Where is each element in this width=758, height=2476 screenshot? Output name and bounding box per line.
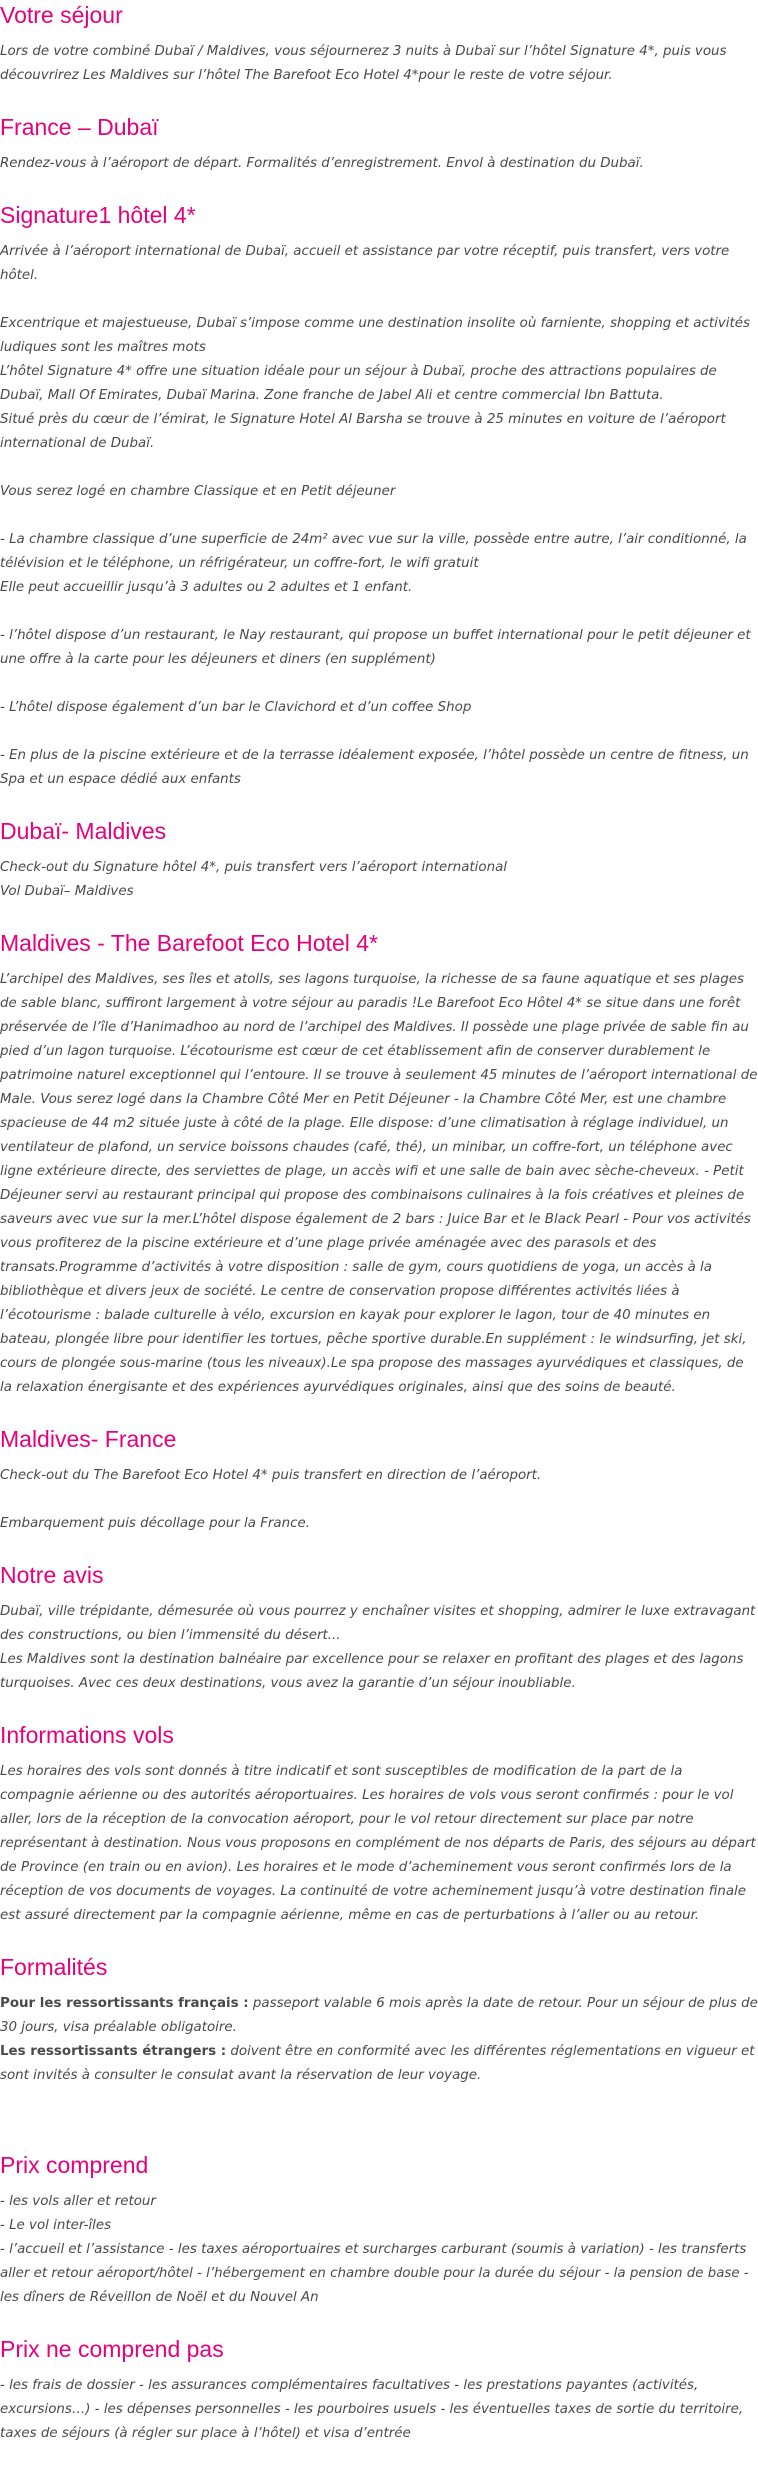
section-title: Votre séjour [0, 2, 123, 28]
section-dubai-maldives [0, 816, 758, 904]
section-title: Maldives- France [0, 1426, 177, 1452]
section-votre-sejour [0, 0, 758, 88]
section-title: Prix comprend [0, 2152, 149, 2178]
list-item: - l’accueil et l’assistance - les taxes aéroportuaires et surcharges carburant (soumis à variation) - les transferts aller et retour aéroport/hôtel - l’hébergement en chambre double pour la durée du séjour - la pension de base - les dîners de Réveillon de Noël et du Nouvel An [0, 2242, 749, 2305]
section-formalites [0, 1952, 758, 2088]
paragraph: Excentrique et majestueuse, Dubaï s’impose comme une destination insolite où farniente, shopping et activités ludiques sont les maîtres mots [0, 316, 750, 355]
paragraph: - l’hôtel dispose d’un restaurant, le Nay restaurant, qui propose un buffet international pour le petit déjeuner et une offre à la carte pour les déjeuners et diners (en supplément) [0, 628, 751, 667]
paragraph: - En plus de la piscine extérieure et de la terrasse idéalement exposée, l’hôtel possède un centre de fitness, un Spa et un espace dédié aux enfants [0, 748, 749, 787]
label-foreign-nationals: Les ressortissants étrangers : [0, 2044, 227, 2059]
text-foreign-nationals: doivent être en conformité avec les différentes réglementations en vigueur et sont invités à consulter le consulat avant la réservation de leur voyage. [0, 2044, 755, 2083]
list-item: - Le vol inter-îles [0, 2218, 112, 2233]
section-title: Dubaï- Maldives [0, 818, 167, 844]
section-maldives-france [0, 1424, 758, 1536]
section-barefoot-hotel [0, 928, 758, 1400]
section-notre-avis [0, 1560, 758, 1696]
paragraph-french-nationals [0, 1992, 758, 2040]
paragraph: Vol Dubaï– Maldives [0, 884, 134, 899]
section-text: Lors de votre combiné Dubaï / Maldives, vous séjournerez 3 nuits à Dubaï sur l’hôtel Signature 4*, puis vous découvrirez Les Maldives sur l’hôtel The Barefoot Eco Hotel 4*pour le reste de votre séjour. [0, 44, 727, 83]
text-french-nationals: passeport valable 6 mois après la date de retour. Pour un séjour de plus de 30 jours, visa préalable obligatoire. [0, 1996, 758, 2035]
list-item: - les vols aller et retour [0, 2194, 156, 2209]
paragraph: L’hôtel Signature 4* offre une situation idéale pour un séjour à Dubaï, proche des attractions populaires de Dubaï, Mall Of Emirates, Dubaï Marina. Zone franche de Jabel Ali et centre commercial Ibn Battuta. [0, 364, 717, 403]
paragraph: Arrivée à l’aéroport international de Dubaï, accueil et assistance par votre réceptif, puis transfert, vers votre hôtel. [0, 244, 730, 283]
section-title: Formalités [0, 1954, 108, 1980]
section-title: Maldives - The Barefoot Eco Hotel 4* [0, 930, 378, 956]
paragraph: Check-out du The Barefoot Eco Hotel 4* puis transfert en direction de l’aéroport. [0, 1468, 542, 1483]
section-text: Rendez-vous à l’aéroport de départ. Formalités d’enregistrement. Envol à destination du Dubaï. [0, 156, 644, 171]
label-french-nationals: Pour les ressortissants français : [0, 1996, 249, 2011]
section-france-dubai [0, 112, 758, 176]
section-title: France – Dubaï [0, 114, 159, 140]
paragraph: Les Maldives sont la destination balnéaire par excellence pour se relaxer en profitant des plages et des lagons turquoises. Avec ces deux destinations, vous avez la garantie d’un séjour inoubliable. [0, 1652, 744, 1691]
section-text: L’archipel des Maldives, ses îles et atolls, ses lagons turquoise, la richesse de sa faune aquatique et ses plages de sable blanc, suffiront largement à votre séjour au paradis !Le Barefoot Eco Hôtel 4* se situe dans une forêt préservée de l’île d’Hanimadhoo au nord de l’archipel des Maldives. Il possède une plage privée de sable fin au pied d’un lagon turquoise. L’écotourisme est cœur de cet établissement afin de conserver durablement le patrimoine naturel exceptionnel qui l’entoure. Il se trouve à seulement 45 minutes de l’aéroport international de Male. Vous serez logé dans la Chambre Côté Mer en Petit Déjeuner - la Chambre Côté Mer, est une chambre spacieuse de 44 m2 située juste à côté de la plage. Elle dispose: d’une climatisation à réglage individuel, un ventilateur de plafond, un service boissons chaudes (café, thé), un minibar, un coffre-fort, un téléphone avec ligne extérieure directe, des serviettes de plage, un accès wifi et une salle de bain avec sèche-cheveux. - Petit Déjeuner servi au restaurant principal qui propose des combinaisons culinaires à la fois créatives et pleines de saveurs avec vue sur la mer.L’hôtel dispose également de 2 bars : Juice Bar et le Black Pearl - Pour vos activités vous profiterez de la piscine extérieure et d’une plage privée aménagée avec des parasols et des transats.Programme d’activités à votre disposition : salle de gym, cours quotidiens de yoga, un accès à la bibliothèque et divers jeux de société. Le centre de conservation propose différentes activités liées à l’écotourisme : balade culturelle à vélo, excursion en kayak pour explorer le lagon, tour de 40 minutes en bateau, plongée libre pour identifier les tortues, pêche sportive durable.En supplément : le windsurfing, jet ski, cours de plongée sous-marine (tous les niveaux).Le spa propose des massages ayurvédiques et classiques, de la relaxation énergisante et des expériences ayurvédiques originales, ainsi que des soins de beauté. [0, 972, 758, 1395]
section-title: Signature1 hôtel 4* [0, 202, 196, 228]
section-signature-hotel [0, 200, 758, 792]
paragraph: Dubaï, ville trépidante, démesurée où vous pourrez y enchaîner visites et shopping, admirer le luxe extravagant des constructions, ou bien l’immensité du désert... [0, 1604, 756, 1643]
paragraph: - La chambre classique d’une superficie de 24m² avec vue sur la ville, possède entre autre, l’air conditionné, la télévision et le téléphone, un réfrigérateur, un coffre-fort, le wifi gratuit [0, 532, 747, 571]
paragraph: Situé près du cœur de l’émirat, le Signature Hotel Al Barsha se trouve à 25 minutes en voiture de l’aéroport international de Dubaï. [0, 412, 726, 451]
section-text: Les horaires des vols sont donnés à titre indicatif et sont susceptibles de modification de la part de la compagnie aérienne ou des autorités aéroportuaires. Les horaires de vols vous seront confirmés : pour le vol aller, lors de la réception de la convocation aéroport, pour le vol retour directement sur place par notre représentant à destination. Nous vous proposons en complément de nos départs de Paris, des séjours au départ de Province (en train ou en avion). Les horaires et le mode d’acheminement vous seront confirmés lors de la réception de vos documents de voyages. La continuité de votre acheminement jusqu’à votre destination finale est assuré directement par la compagnie aérienne, même en cas de perturbations à l’aller ou au retour. [0, 1764, 756, 1923]
paragraph-foreign-nationals [0, 2040, 758, 2088]
section-prix-ne-comprend-pas [0, 2334, 758, 2446]
section-title: Informations vols [0, 1722, 174, 1748]
section-text: - les frais de dossier - les assurances complémentaires facultatives - les prestations payantes (activités, excursions…) - les dépenses personnelles - les pourboires usuels - les éventuelles taxes de sortie du territoire, taxes de séjours (à régler sur place à l’hôtel) et visa d’entrée [0, 2378, 744, 2441]
section-informations-vols [0, 1720, 758, 1928]
paragraph: Vous serez logé en chambre Classique et en Petit déjeuner [0, 484, 396, 499]
paragraph: Embarquement puis décollage pour la France. [0, 1516, 310, 1531]
paragraph: Elle peut accueillir jusqu’à 3 adultes ou 2 adultes et 1 enfant. [0, 580, 413, 595]
paragraph: Check-out du Signature hôtel 4*, puis transfert vers l’aéroport international [0, 860, 508, 875]
paragraph: - L’hôtel dispose également d’un bar le Clavichord et d’un coffee Shop [0, 700, 472, 715]
section-prix-comprend [0, 2150, 758, 2310]
section-title: Notre avis [0, 1562, 104, 1588]
section-title: Prix ne comprend pas [0, 2336, 224, 2362]
